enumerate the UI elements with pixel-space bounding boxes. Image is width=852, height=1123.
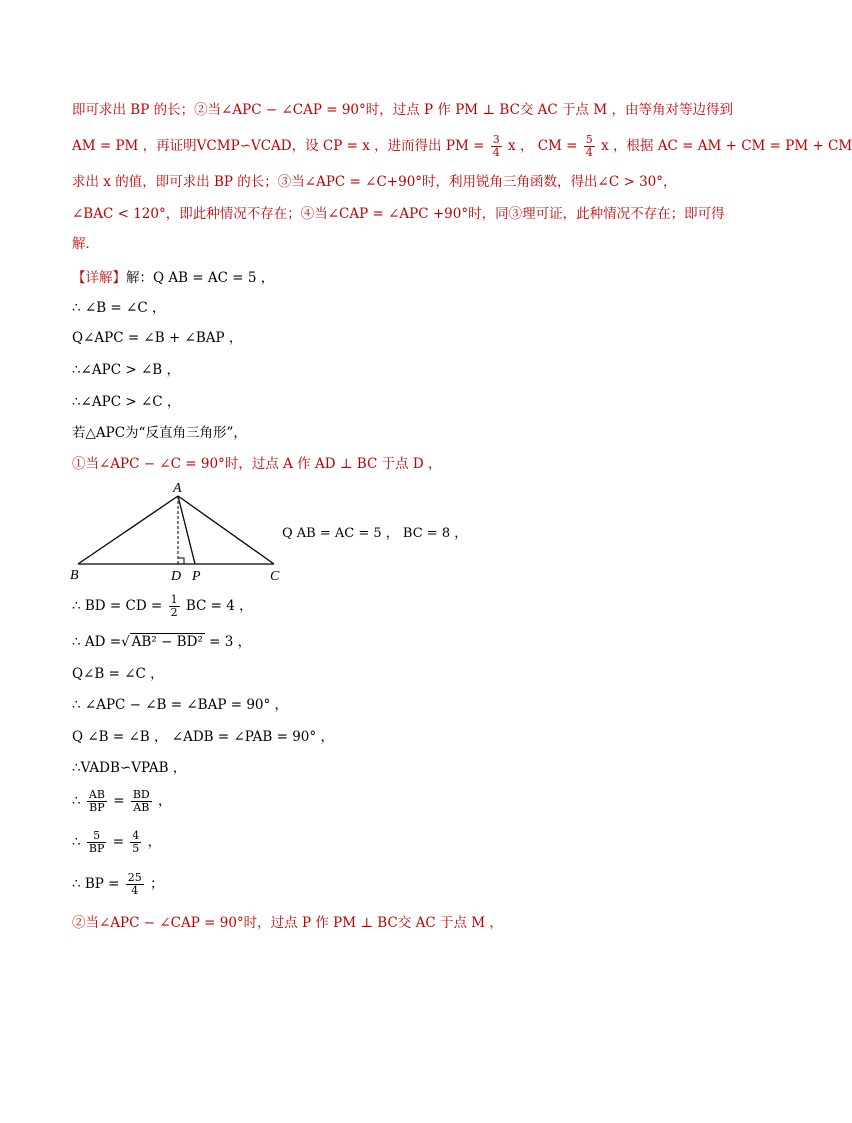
text-line-14: ∴ AD =√ AB² − BD² = 3 ，	[72, 634, 252, 650]
therefore-19: ∴	[72, 793, 81, 809]
triangle-figure	[70, 478, 290, 588]
text-line-14b: = 3 ，	[209, 634, 252, 650]
comma-20: ，	[147, 834, 162, 850]
text-line-13	[72, 594, 253, 619]
fraction-4-5: $\frac{4}{5}$	[132, 829, 140, 855]
label-d: D	[171, 569, 182, 584]
text-line-11: 若△APC为“反直角三角形”，	[72, 425, 247, 441]
text-line-21	[72, 872, 164, 897]
text-line-5: 解．	[72, 236, 99, 252]
text-line-17: Q ∠B = ∠B ， ∠ADB = ∠PAB = 90° ，	[72, 729, 334, 745]
fraction-5-4: $\frac{5}{4}$	[585, 133, 593, 159]
label-b: B	[70, 568, 79, 583]
side-ab	[78, 496, 178, 564]
text-line-22: ②当∠APC − ∠CAP = 90°时，过点 P 作 PM ⊥ BC交 AC 于点 M ，	[72, 915, 503, 931]
fraction-25-4: $\frac{25}{4}$	[127, 871, 142, 897]
text-line-20	[72, 830, 161, 855]
label-c: C	[270, 569, 280, 584]
label-a: A	[173, 481, 182, 496]
text-line-6-body: 解：Q AB = AC = 5 ，	[126, 270, 275, 286]
figure-given: Q AB = AC = 5 ， BC = 8 ，	[282, 526, 468, 541]
text-line-2b: x ， CM =	[508, 138, 578, 154]
therefore-20: ∴	[72, 834, 81, 850]
text-line-2a: AM = PM ，再证明VCMP∽VCAD，设 CP = x ，进而得出 PM =	[72, 138, 485, 154]
text-line-4: ∠BAC < 120°，即此种情况不存在；④当∠CAP = ∠APC +90°时，同③理可证，此种情况不存在；即可得	[72, 206, 725, 222]
right-angle-mark	[178, 558, 184, 564]
sqrt-expression: AB² − BD²	[131, 634, 203, 650]
text-line-14a: ∴ AD =	[72, 634, 122, 650]
fraction-bd-ab: $\frac{BD}{AB}$	[132, 788, 150, 814]
comma-19: ，	[158, 793, 172, 809]
text-line-3: 求出 x 的值，即可求出 BP 的长；③当∠APC = ∠C+90°时，利用锐角三角函数，得出∠C > 30°，	[72, 174, 677, 190]
fraction-1-2: $\frac{1}{2}$	[170, 593, 178, 619]
text-line-21a: ∴ BP =	[72, 876, 120, 892]
equals-20: =	[112, 834, 124, 850]
text-line-19	[72, 789, 172, 814]
text-line-16: ∴ ∠APC − ∠B = ∠BAP = 90° ，	[72, 697, 289, 713]
text-line-6	[72, 268, 274, 288]
text-line-10: ∴∠APC > ∠C ，	[72, 394, 181, 410]
equals-19: =	[113, 793, 125, 809]
text-line-9: ∴∠APC > ∠B ，	[72, 362, 180, 378]
text-line-13b: BC = 4 ，	[185, 598, 253, 614]
text-line-2c: x ，根据 AC = AM + CM = PM + CM	[601, 138, 852, 154]
text-line-15: Q∠B = ∠C ，	[72, 666, 164, 682]
fraction-5-bp: $\frac{5}{BP}$	[88, 829, 105, 855]
text-line-18: ∴VADB∽VPAB ，	[72, 760, 187, 776]
text-line-12: ①当∠APC − ∠C = 90°时，过点 A 作 AD ⊥ BC 于点 D ，	[72, 456, 442, 472]
semicolon-21: ；	[150, 876, 164, 892]
text-line-13a: ∴ BD = CD =	[72, 598, 163, 614]
text-line-7: ∴ ∠B = ∠C ，	[72, 300, 166, 316]
text-line-8: Q∠APC = ∠B + ∠BAP ，	[72, 330, 243, 346]
text-line-2	[72, 134, 852, 159]
fraction-3-4: $\frac{3}{4}$	[492, 133, 500, 159]
label-p: P	[192, 569, 201, 584]
detail-label: 【详解】	[72, 270, 126, 286]
text-line-1: 即可求出 BP 的长；②当∠APC − ∠CAP = 90°时，过点 P 作 PM ⊥ BC交 AC 于点 M ，由等角对等边得到	[72, 102, 733, 118]
fraction-ab-bp: $\frac{AB}{BP}$	[88, 788, 105, 814]
